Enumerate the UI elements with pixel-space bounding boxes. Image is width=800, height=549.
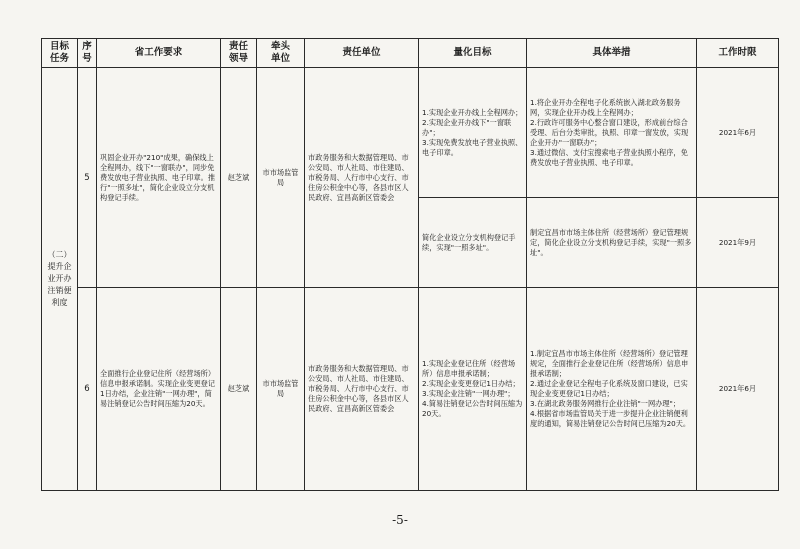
header-row (42, 39, 779, 68)
row-target: 简化企业设立分支机构登记手续，实现"一照多址"。 (419, 198, 527, 288)
row-requirement: 巩固企业开办"210"成果，确保线上全程网办，线下"一窗联办"，同步免费发放电子营业执照、电子印章。推行"一照多址"，简化企业设立分支机构登记手续。 (97, 68, 221, 288)
header-seq: 序 号 (78, 39, 97, 68)
row-time: 2021年6月 (697, 68, 779, 198)
row-target: 1.实现企业开办线上全程网办； 2.实现企业开办线下"一窗联办"； 3.实现免费发放电子营业执照、电子印章。 (419, 68, 527, 198)
row-measures: 制定宜昌市市场主体住所（经营场所）登记管理规定，简化企业设立分支机构登记手续，实现"一照多址"。 (527, 198, 697, 288)
row-lead-unit: 市市场监管局 (257, 288, 305, 491)
row-leader: 赵芝斌 (221, 68, 257, 288)
task-label: （二） 提升企 业开办 注销便 利度 (42, 68, 78, 491)
header-measures: 具体举措 (527, 39, 697, 68)
header-leader: 责任 领导 (221, 39, 257, 68)
header-target: 量化目标 (419, 39, 527, 68)
table-row (42, 288, 779, 491)
row-seq: 5 (78, 68, 97, 288)
page-number: -5- (392, 513, 408, 527)
row-seq: 6 (78, 288, 97, 491)
row-leader: 赵芝斌 (221, 288, 257, 491)
header-task: 目标 任务 (42, 39, 78, 68)
row-target: 1.实现企业登记住所（经营场所）信息申报承诺制； 2.实现企业变更登记1日办结； 3.实现企业注销"一网办理"； 4.简易注销登记公告时间压缩为20天。 (419, 288, 527, 491)
row-requirement: 全面推行企业登记住所（经营场所）信息申报承诺制。实现企业变更登记1日办结，企业注销"一网办理"，简易注销登记公告时间压缩为20天。 (97, 288, 221, 491)
row-resp-units: 市政务服务和大数据管理局、市公安局、市人社局、市住建局、市税务局、人行市中心支行、市住房公积金中心等，各县市区人民政府、宜昌高新区管委会 (305, 288, 419, 491)
table-row (42, 68, 779, 198)
header-lead-unit: 牵头 单位 (257, 39, 305, 68)
row-time: 2021年9月 (697, 198, 779, 288)
row-time: 2021年6月 (697, 288, 779, 491)
row-resp-units: 市政务服务和大数据管理局、市公安局、市人社局、市住建局、市税务局、人行市中心支行、市住房公积金中心等，各县市区人民政府、宜昌高新区管委会 (305, 68, 419, 288)
header-time: 工作时限 (697, 39, 779, 68)
row-measures: 1.制定宜昌市市场主体住所（经营场所）登记管理规定，全面推行企业登记住所（经营场所）信息申报承诺制； 2.通过企业登记全程电子化系统及窗口建设，已实现企业变更登记1日办结； 3.在湖北政务服务网推行企业注销"一网办理"； 4.根据省市场监管局关于进一步提升企业注销便利度的通知，简易注销登记公告时间已压缩为20天。 (527, 288, 697, 491)
row-lead-unit: 市市场监管局 (257, 68, 305, 288)
header-resp-units: 责任单位 (305, 39, 419, 68)
row-measures: 1.将企业开办全程电子化系统嵌入湖北政务服务网，实现企业开办线上全程网办； 2.行政许可服务中心整合窗口建设，形成前台综合受理、后台分类审批，执照、印章一窗发放，实现企业开办"一窗联办"； 3.通过微信、支付宝搜索电子营业执照小程序，免费发放电子营业执照、电子印章。 (527, 68, 697, 198)
work-plan-table (41, 38, 779, 491)
header-requirement: 省工作要求 (97, 39, 221, 68)
